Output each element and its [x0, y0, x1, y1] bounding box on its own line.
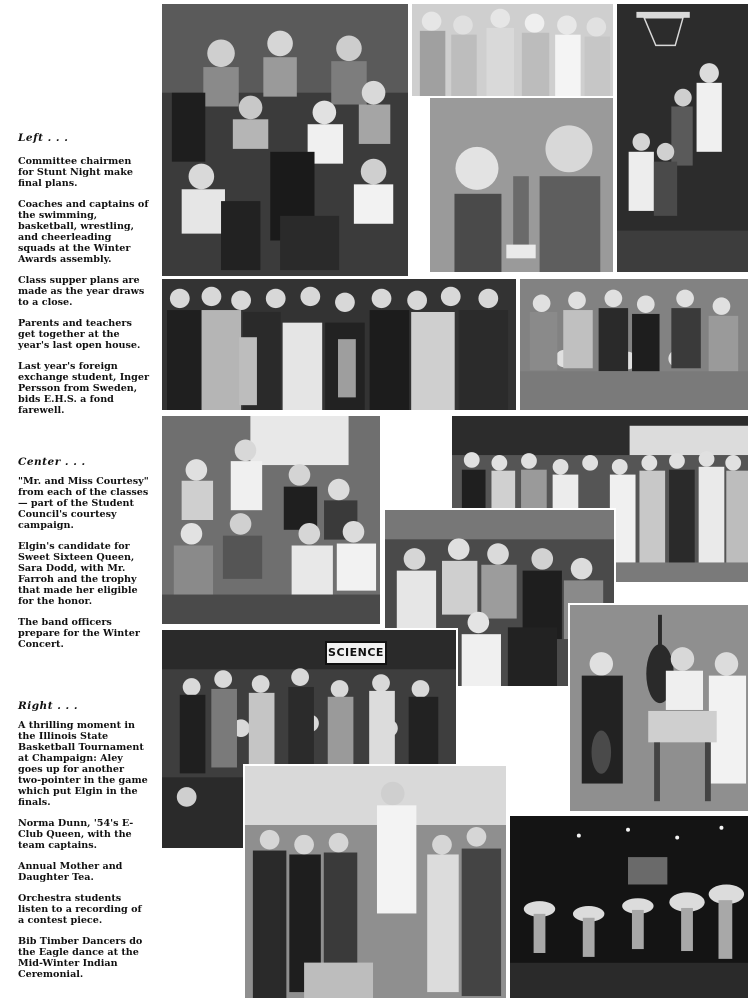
photo-class-supper	[160, 277, 518, 412]
photo-orchestra-recording	[568, 603, 750, 813]
photo-sweet-sixteen-trophy	[380, 412, 450, 502]
caption-e-club-queen: Norma Dunn, '54's E-Club Queen, with the team captains.	[18, 818, 134, 851]
photo-e-club-queen	[243, 764, 508, 1000]
caption-indian-ceremonial: Bib Timber Dancers do the Eagle dance at the Mid-Winter Indian Ceremonial.	[18, 936, 143, 980]
photo-stunt-night	[160, 2, 410, 278]
caption-heading-center: Center . . .	[18, 456, 86, 468]
science-sign: SCIENCE	[325, 641, 387, 665]
caption-basketball: A thrilling moment in the Illinois State Basketball Tournament at Champaign: Aley goes up for another two-pointer in the game which put Elgin in the finals.	[18, 720, 148, 808]
photo-courtesy-campaign	[160, 414, 382, 626]
photo-basketball-tournament	[615, 2, 750, 274]
caption-exchange-student: Last year's foreign exchange student, Inger Persson from Sweden, bids E.H.S. a fond farewell.	[18, 361, 150, 416]
caption-winter-awards: Coaches and captains of the swimming, basketball, wrestling, and cheerleading squads at the Winter Awards assembly.	[18, 199, 149, 265]
caption-orchestra: Orchestra students listen to a recording of a contest piece.	[18, 893, 142, 926]
caption-group-center	[18, 476, 150, 660]
caption-group-left	[18, 156, 150, 426]
photo-exchange-student	[428, 96, 615, 274]
photo-winter-awards-top	[410, 2, 615, 98]
photo-indian-ceremonial	[508, 814, 750, 1000]
photo-winter-awards-captains	[518, 277, 750, 412]
caption-stunt-night: Committee chairmen for Stunt Night make final plans.	[18, 156, 133, 189]
caption-class-supper: Class supper plans are made as the year draws to a close.	[18, 275, 145, 308]
caption-group-right	[18, 720, 150, 990]
caption-heading-right: Right . . .	[18, 700, 78, 712]
caption-heading-left: Left . . .	[18, 132, 69, 144]
caption-band-officers: The band officers prepare for the Winter Concert.	[18, 617, 140, 650]
caption-courtesy: "Mr. and Miss Courtesy" from each of the classes — part of the Student Council's courtesy campaign.	[18, 476, 149, 531]
caption-mother-daughter-tea: Annual Mother and Daughter Tea.	[18, 861, 123, 883]
caption-open-house: Parents and teachers get together at the year's last open house.	[18, 318, 141, 351]
caption-sweet-sixteen: Elgin's candidate for Sweet Sixteen Queen, Sara Dodd, with Mr. Farroh and the trophy that made her eligible for the honor.	[18, 541, 138, 607]
